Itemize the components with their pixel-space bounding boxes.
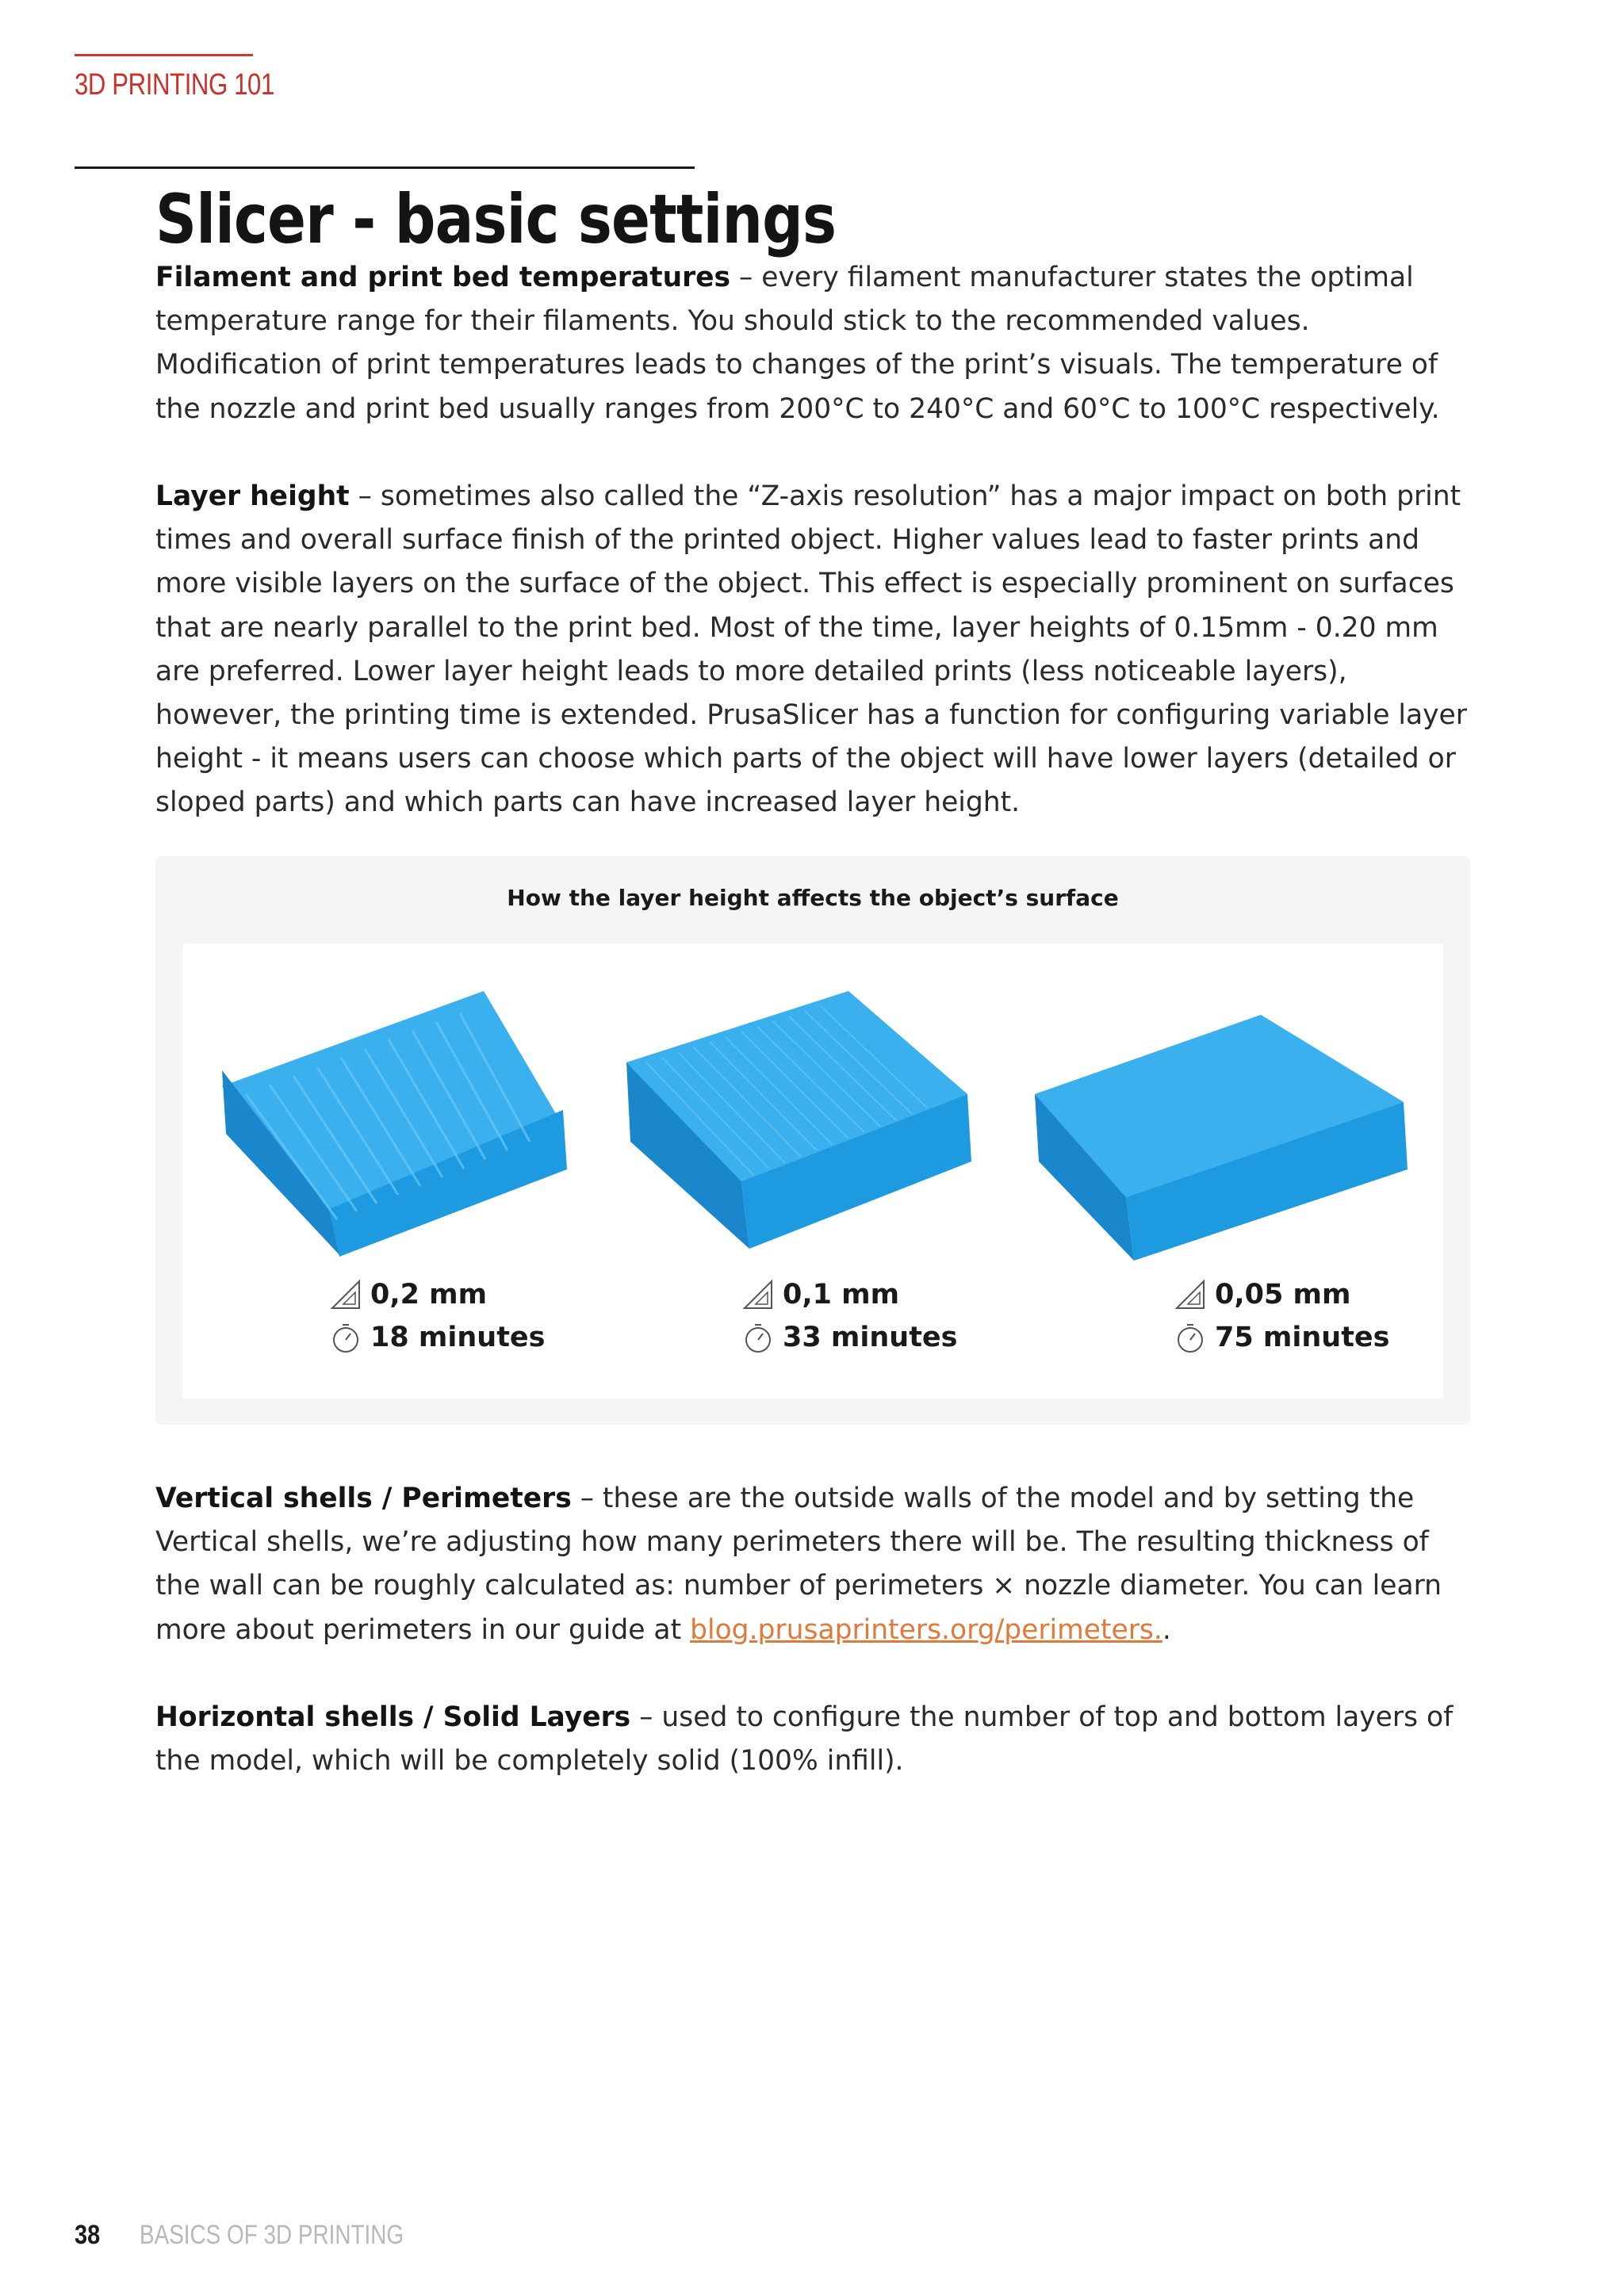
- page-title: Slicer - basic settings: [155, 180, 837, 259]
- paragraph-body: – used to configure the number of top and bottom layers of the model, which will be completely solid (100% infill).: [155, 1701, 1454, 1777]
- set-square-icon: [741, 1278, 775, 1311]
- print-sample-image: [1023, 959, 1419, 1261]
- footer-book-title: BASICS OF 3D PRINTING: [140, 2220, 404, 2250]
- sample-coarse: [190, 943, 603, 1399]
- stopwatch-icon: [1174, 1321, 1207, 1354]
- paragraph-horizontal-shells: [155, 1696, 1472, 1783]
- page-number: 38: [75, 2220, 101, 2250]
- figure-samples-panel: [182, 943, 1443, 1399]
- stopwatch-icon: [329, 1321, 362, 1354]
- paragraph-tail: .: [1162, 1613, 1171, 1646]
- print-time-spec: [741, 1321, 958, 1354]
- paragraph-body: – every filament manufacturer states the optimal temperature range for their filaments. You should stick to the recommended values. Modification of print temperatures leads to changes of the print’s visuals. The temperature of the nozzle and print bed usually ranges from 200°C to 240°C and 60°C to 100°C respectively.: [155, 262, 1440, 425]
- layer-height-spec: [741, 1278, 899, 1311]
- paragraph-body: – these are the outside walls of the model and by setting the Vertical shells, we’re adjusting how many perimeters there will be. The resulting thickness of the wall can be roughly calculated as: number of perimeters × nozzle diameter. You can learn more about perimeters in our guide at: [155, 1483, 1442, 1646]
- layer-height-spec: [1174, 1278, 1350, 1311]
- set-square-icon: [329, 1278, 362, 1311]
- sample-medium: [611, 943, 1023, 1399]
- sample-fine: [1023, 943, 1435, 1399]
- paragraph-lead: Layer height: [155, 480, 350, 512]
- layer-height-spec: [329, 1278, 487, 1311]
- paragraph-vertical-shells: [155, 1477, 1472, 1652]
- layer-height-value: 0,05 mm: [1215, 1279, 1351, 1311]
- figure-caption: How the layer height affects the object’s surface: [507, 885, 1119, 911]
- paragraph-temperatures: [155, 256, 1472, 431]
- stopwatch-icon: [741, 1321, 775, 1354]
- print-time-value: 18 minutes: [370, 1322, 546, 1353]
- paragraph-lead: Filament and print bed temperatures: [155, 262, 731, 293]
- paragraph-body: – sometimes also called the “Z-axis resolution” has a major impact on both print times and overall surface finish of the printed object. Higher values lead to faster prints and more visible layers on the surface of the object. This effect is especially prominent on surfaces that are nearly parallel to the print bed. Most of the time, layer heights of 0.15mm - 0.20 mm are preferred. Lower layer height leads to more detailed prints (less noticeable layers), however, the printing time is extended. PrusaSlicer has a function for configuring variable layer height - it means users can choose which parts of the object will have lower layers (detailed or sloped parts) and which parts can have increased layer height.: [155, 480, 1467, 819]
- perimeters-guide-link[interactable]: blog.prusaprinters.org/perimeters.: [690, 1613, 1162, 1646]
- section-header: 3D PRINTING 101: [75, 68, 274, 101]
- print-time-spec: [1174, 1321, 1390, 1354]
- layer-height-value: 0,2 mm: [370, 1279, 488, 1311]
- paragraph-layer-height: [155, 475, 1472, 825]
- header-accent-rule: [75, 54, 253, 56]
- print-sample-image: [611, 959, 1007, 1261]
- print-time-value: 33 minutes: [783, 1322, 958, 1353]
- print-sample-image: [190, 959, 587, 1261]
- paragraph-lead: Vertical shells / Perimeters: [155, 1483, 572, 1514]
- print-time-value: 75 minutes: [1215, 1322, 1390, 1353]
- paragraph-lead: Horizontal shells / Solid Layers: [155, 1701, 631, 1733]
- layer-height-figure: [155, 856, 1470, 1425]
- set-square-icon: [1174, 1278, 1207, 1311]
- print-time-spec: [329, 1321, 546, 1354]
- title-rule: [75, 166, 695, 169]
- layer-height-value: 0,1 mm: [783, 1279, 900, 1311]
